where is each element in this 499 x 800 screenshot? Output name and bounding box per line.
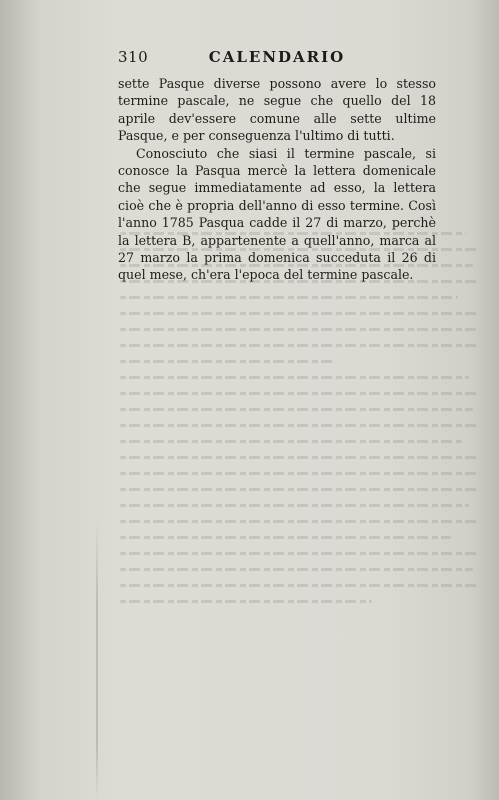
paper-crease (96, 520, 98, 800)
paragraph-continuation: sette Pasque diverse possono avere lo stesso termine pascale, ne segue che quello del 18 aprile dev'essere comune alle sette ultime Pasque, e per conseguenza l'ultimo di tutti. (118, 76, 436, 144)
page-header (118, 48, 436, 70)
show-through-text (120, 232, 480, 652)
body-text (118, 75, 436, 284)
running-title: CALENDARIO (208, 48, 346, 66)
page-number: 310 (118, 48, 149, 66)
paragraph-easter-calculation: Conosciuto che siasi il termine pascale, si conosce la Pasqua mercè la lettera domenicale che segue immediatamente ad esso, la lettera cioè che è propria dell'anno di esso termine. Così l'anno 1785 Pasqua cadde il 27 di marzo, perchè la lettera B, appartenente a quell'anno, marca al 27 marzo la prima domenica succeduta il 26 di quel mese, ch'era l'epoca del termine pascale. (118, 145, 436, 283)
